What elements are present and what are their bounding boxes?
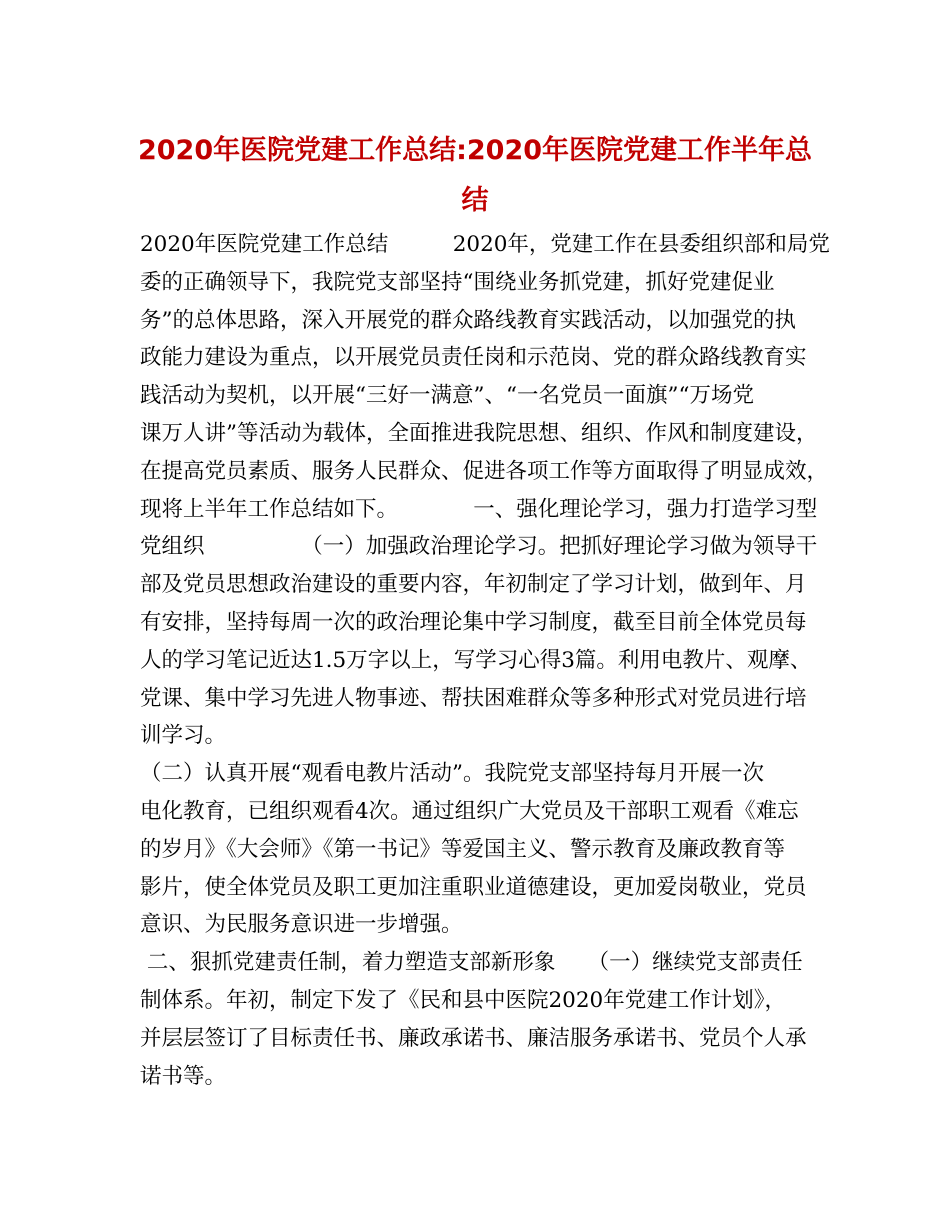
body-line: 的岁月》《大会师》《第一书记》等爱国主义、警示教育及廉政教育等 <box>140 836 786 862</box>
body-line: 践活动为契机，以开展“三好一满意”、“一名党员一面旗”“万场党 <box>140 383 754 409</box>
body-line: 电化教育，已组织观看4次。通过组织广大党员及干部职工观看《难忘 <box>140 798 799 824</box>
document-title <box>110 126 840 226</box>
body-line: 党组织 （一）加强政治理论学习。把抓好理论学习做为领导干 <box>140 534 818 560</box>
title-line: 2020年医院党建工作总结:2020年医院党建工作半年总 <box>137 135 813 166</box>
body-line: 党课、集中学习先进人物事迹、帮扶困难群众等多种形式对党员进行培 <box>140 685 807 711</box>
body-line: 影片，使全体党员及职工更加注重职业道德建设，更加爱岗敬业，党员 <box>140 874 807 900</box>
title-line: 结 <box>461 185 489 216</box>
body-line: 现将上半年工作总结如下。 一、强化理论学习，强力打造学习型 <box>140 496 818 522</box>
body-line: 有安排，坚持每周一次的政治理论集中学习制度，截至目前全体党员每 <box>140 609 807 635</box>
body-line: 务”的总体思路，深入开展党的群众路线教育实践活动，以加强党的执 <box>140 307 796 333</box>
body-line: 在提高党员素质、服务人民群众、促进各项工作等方面取得了明显成效， <box>140 458 829 484</box>
body-line: 政能力建设为重点，以开展党员责任岗和示范岗、党的群众路线教育实 <box>140 345 807 371</box>
body-line: 二、狠抓党建责任制，着力塑造支部新形象 （一）继续党支部责任 <box>140 950 803 976</box>
body-line: 课万人讲”等活动为载体，全面推进我院思想、组织、作风和制度建设， <box>140 420 818 446</box>
body-line: 委的正确领导下，我院党支部坚持“围绕业务抓党建，抓好党建促业 <box>140 269 775 295</box>
body-line: 诺书等。 <box>140 1063 227 1089</box>
body-line: 并层层签订了目标责任书、廉政承诺书、廉洁服务承诺书、党员个人承 <box>140 1025 807 1051</box>
body-line: 制体系。年初，制定下发了《民和县中医院2020年党建工作计划》， <box>140 987 786 1013</box>
body-line: 部及党员思想政治建设的重要内容，年初制定了学习计划，做到年、月 <box>140 572 807 598</box>
body-line: 2020年医院党建工作总结 2020年，党建工作在县委组织部和局党 <box>140 232 830 257</box>
body-line: 意识、为民服务意识进一步增强。 <box>140 912 463 938</box>
body-line: 人的学习笔记近达1.5万字以上，写学习心得3篇。利用电教片、观摩、 <box>140 647 812 673</box>
body-line: （二）认真开展“观看电教片活动”。我院党支部坚持每月开展一次 <box>140 761 764 787</box>
body-line: 训学习。 <box>140 723 227 749</box>
document-body <box>140 226 830 1095</box>
